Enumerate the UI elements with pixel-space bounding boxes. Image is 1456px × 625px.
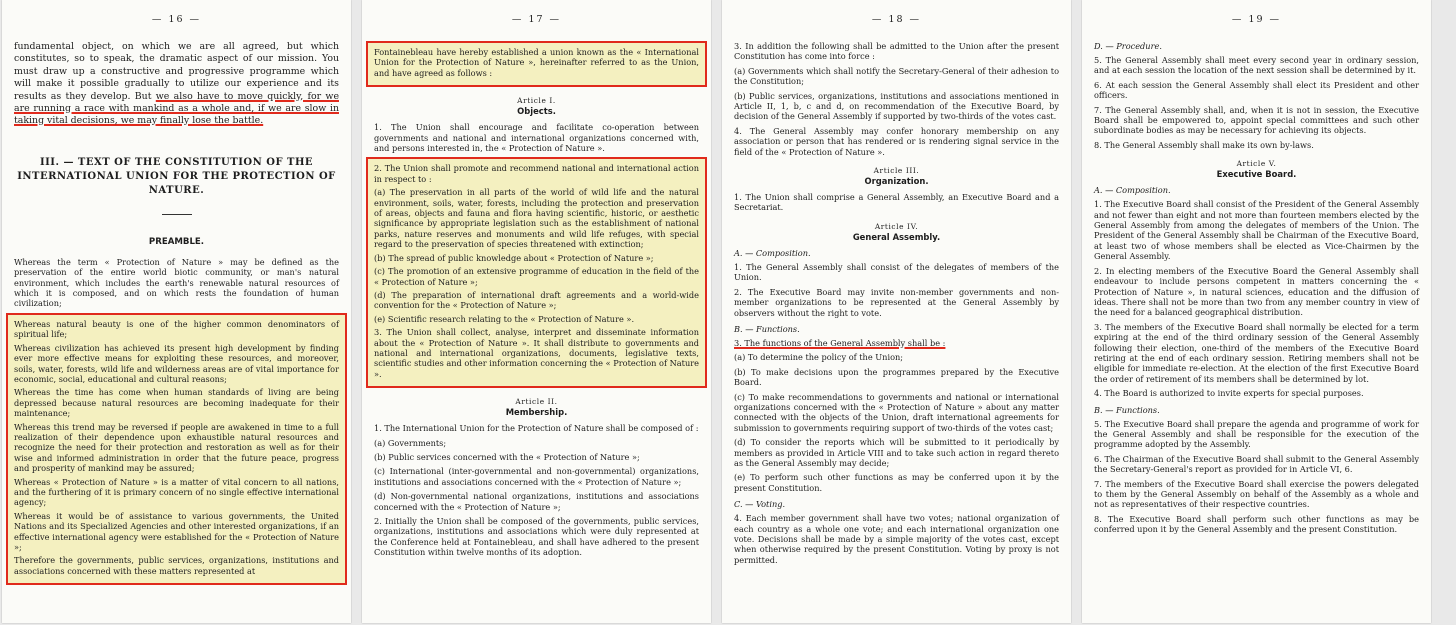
article-clause: 3. In addition the following shall be admitted to the Union after the present Constitution has come into force : (734, 41, 1059, 62)
article-subclause: (a) Governments which shall notify the Secretary-General of their adhesion to the Constitution; (734, 65, 1059, 87)
whereas-paragraph: Whereas natural beauty is one of the higher common denominators of spiritual life; (14, 318, 339, 340)
article-clause: 5. The Executive Board shall prepare the agenda and programme of work for the General Assembly and shall be responsible for the execution of the programme adopted by the Assembly. (1094, 418, 1419, 450)
subsection-heading: D. — Procedure. (1094, 41, 1162, 51)
article-clause: 6. At each session the General Assembly shall elect its President and other officers. (1094, 79, 1419, 101)
article-subclause: (c) The promotion of an extensive programme of education in the field of the « Protection of Nature »; (374, 266, 699, 287)
article-clause: 1. The General Assembly shall consist of the delegates of members of the Union. (734, 261, 1059, 283)
article-title: Objects. (517, 106, 556, 117)
article-clause: 4. The Board is authorized to invite experts for special purposes. (1094, 388, 1364, 399)
article-heading: Article IV. (874, 221, 919, 231)
article-clause: 8. The Executive Board shall perform such other functions as may be conferred upon it by the General Assembly and the present Constitution. (1094, 513, 1419, 535)
article-heading: Article I. (517, 96, 556, 106)
whereas-paragraph: Whereas the time has come when human standards of living are being depressed because natural resources are becoming inadequate for their maintenance; (14, 387, 339, 419)
article-heading: Article V. (1236, 159, 1277, 169)
whereas-paragraph: Whereas this trend may be reversed if people are awakened in time to a full realization of their dependence upon exhaustible natural resources and recognize the need for their protection and restoration as well as for their wise and informed administration in order that the future peace, progress and prosperity of mankind may be assured; (14, 421, 339, 474)
article-subclause: (d) The preparation of international draft agreements and a world-wide convention for the « Protection of Nature »; (374, 289, 699, 311)
article-clause: 5. The General Assembly shall meet every second year in ordinary session, and at each session the location of the next session shall be determined by it. (1094, 55, 1419, 76)
page-number: — 17 — (511, 14, 562, 25)
whereas-paragraph: Whereas it would be of assistance to various governments, the United Nations and its Specialized Agencies and other interested organizations, if an effective international agency were established for the « Protection of Nature »; (14, 510, 339, 552)
article-clause: 8. The General Assembly shall make its own by-laws. (1094, 139, 1314, 150)
article-clause: 1. The Union shall encourage and facilitate co-operation between governments and national and international organizations concerned with, and persons interested in, the « Protection of Nature ». (374, 122, 699, 154)
article-clause: 3. The members of the Executive Board shall normally be elected for a term expiring at the end of the third ordinary session of the General Assembly following their election, one-third of the members of the Executive Board retiring at the end of each ordinary session. Retiring members shall not be eligible for immediate re-election. At the election of the first Executive Board the order of retirement of its members shall be determined by lot. (1094, 321, 1419, 384)
article-subclause: (e) To perform such other functions as may be conferred upon it by the present Constitution. (734, 472, 1059, 493)
divider (162, 214, 192, 215)
article-subclause: (e) Scientific research relating to the « Protection of Nature ». (374, 313, 635, 324)
article-clause: 7. The General Assembly shall, and, when it is not in session, the Executive Board shall be empowered to, appoint special committees and such other subordinate bodies as may be necessary for achieving its objects. (1094, 104, 1419, 136)
highlighted-block (6, 313, 347, 585)
article-clause: 7. The members of the Executive Board shall exercise the powers delegated to them by the General Assembly on behalf of the Assembly as a whole and not as representatives of their respective countries. (1094, 478, 1419, 510)
preamble-heading: PREAMBLE. (148, 236, 205, 247)
article-clause: 1. The Executive Board shall consist of the President of the General Assembly and not fewer than eight and not more than fourteen members elected by the General Assembly from among the delegates of members of the Union. The President of the General Assembly shall be Chairman of the Executive Board, at least two of whose members shall be elected as Vice-Chairmen by the General Assembly. (1094, 199, 1419, 262)
article-subclause: (b) Public services concerned with the « Protection of Nature »; (374, 451, 640, 462)
subsection-heading: B. — Functions. (1094, 404, 1160, 415)
section-title: III. — TEXT OF THE CONSTITUTION OF THE INTERNATIONAL UNION FOR THE PROTECTION OF NATURE. (17, 156, 336, 196)
subsection-heading: A. — Composition. (734, 247, 811, 258)
article-clause: 4. Each member government shall have two votes; national organization of each country as a whole one vote; and each international organization one vote. Decisions shall be made by a simple majority of the votes cast, except when otherwise required by the present Constitution. Voting by proxy is not permitted. (734, 513, 1059, 565)
article-subclause: (b) The spread of public knowledge about « Protection of Nature »; (374, 252, 654, 263)
page-number: — 16 — (151, 14, 202, 25)
article-clause: 6. The Chairman of the Executive Board shall submit to the General Assembly the Secretary-General's report as provided for in Article VI, 6. (1094, 453, 1419, 475)
article-subclause: (a) Governments; (374, 437, 447, 448)
article-heading: Article II. (515, 397, 558, 407)
article-clause: 3. The Union shall collect, analyse, interpret and disseminate information about the « Protection of Nature ». It shall distribute to governments and national and international organizations, documents, legislative texts, scientific studies and other information concerning the « Protection of Nature ». (374, 327, 699, 379)
whereas-paragraph: Whereas the term « Protection of Nature » may be defined as the preservation of the entire world biotic community, or man's natural environment, which includes the earth's renewable natural resources of which it is composed, and on which rests the foundation of human civilization; (14, 256, 339, 309)
article-subclause: (c) International (inter-governmental and non-governmental) organizations, institutions and associations concerned with the « Protection of Nature »; (374, 466, 699, 487)
whereas-paragraph: Whereas « Protection of Nature » is a matter of vital concern to all nations, and the furthering of it is primary concern of no single effective international agency; (14, 476, 339, 508)
article-clause: 2. In electing members of the Executive Board the General Assembly shall endeavour to include persons competent in matters concerning the « Protection of Nature », in natural sciences, education and the diffusion of ideas. There shall not be more than two from any member country in view of the need for a balanced geographical distribution. (1094, 265, 1419, 318)
article-clause: 1. The Union shall comprise a General Assembly, an Executive Board and a Secretariat. (734, 192, 1059, 213)
article-title: Membership. (505, 407, 568, 418)
underlined-passage: we also have to move quickly, for we are running a race with mankind as a whole and, if we are slow in taking vital decisions, we may finally lose the battle. (14, 90, 339, 127)
opening-paragraph: Fontainebleau have hereby established a union known as the « International Union for the Protection of Nature », hereinafter referred to as the Union, and have agreed as follows : (374, 47, 699, 78)
intro-paragraph: fundamental object, on which we are all agreed, but which constitutes, so to speak, the dramatic aspect of our mission. You must draw up a constructive and progressive programme which will make it possible gradually to utilize our experience and its results as they develop. But we also have to move quickly, for we are running a race with mankind as a whole and, if we are slow in taking vital decisions, we may finally lose the battle. (14, 41, 339, 127)
subsection-heading: C. — Voting. (734, 499, 786, 510)
article-clause: 1. The International Union for the Protection of Nature shall be composed of : (374, 423, 699, 434)
page-19 (1082, 0, 1431, 623)
article-clause: 3. The functions of the General Assembly shall be : (734, 337, 946, 348)
page-number: — 18 — (871, 14, 922, 25)
article-clause: 2. The Executive Board may invite non-member governments and non-member organizations to be represented at the General Assembly by observers without the right to vote. (734, 286, 1059, 318)
article-subclause: (a) To determine the policy of the Union; (734, 352, 904, 363)
article-subclause: (b) Public services, organizations, institutions and associations mentioned in Article II, 1, b, c and d, on recommendation of the Executive Board, by decision of the General Assembly if supported by two-thirds of the votes cast. (734, 90, 1059, 122)
subsection-heading: A. — Composition. (1094, 185, 1171, 196)
page-18 (722, 0, 1071, 623)
article-clause: 2. Initially the Union shall be composed of the governments, public services, organizations, institutions and associations which were duly represented at the Conference held at Fontainebleau, and shall have adhered to the present Constitution within twelve months of its adoption. (374, 516, 699, 558)
subsection-heading: B. — Functions. (734, 323, 800, 334)
highlighted-block (366, 41, 707, 87)
article-clause: 4. The General Assembly may confer honorary membership on any association or person that has rendered or is rendering signal service in the field of the « Protection of Nature ». (734, 125, 1059, 157)
article-heading: Article III. (873, 166, 920, 176)
highlighted-block (366, 157, 707, 388)
therefore-paragraph: Therefore the governments, public services, organizations, institutions and associations concerned with these matters represented at (14, 555, 339, 576)
article-title: Organization. (864, 176, 929, 187)
page-16 (2, 0, 351, 623)
article-clause: 2. The Union shall promote and recommend national and international action in respect to : (374, 163, 699, 184)
article-subclause: (d) Non-governmental national organizations, institutions and associations concerned with the « Protection of Nature »; (374, 491, 699, 512)
whereas-paragraph: Whereas civilization has achieved its present high development by finding ever more effective means for exploiting these resources, and moreover, soils, water, forests, wild life and wilderness areas are of vital importance for economic, social, educational and cultural reasons; (14, 342, 339, 384)
article-subclause: (b) To make decisions upon the programmes prepared by the Executive Board. (734, 366, 1059, 388)
article-subclause: (a) The preservation in all parts of the world of wild life and the natural environment, soils, water, forests, including the protection and preservation of areas, objects and fauna and flora having scientific, historic, or aesthetic significance by appropriate legislation such as the establishment of national parks, nature reserves and monuments and wild life refuges, with special regard to the preservation of species threatened with extinction; (374, 187, 699, 250)
article-subclause: (c) To make recommendations to governments and national or international organizations concerned with the « Protection of Nature » about any matter connected with the objects of the Union, draft international agreements for submission to governments requiring support of two-thirds of the votes cast; (734, 391, 1059, 433)
page-17 (362, 0, 711, 623)
article-subclause: (d) To consider the reports which will be submitted to it periodically by members as provided in Article VIII and to take such action in regard thereto as the General Assembly may decide; (734, 437, 1059, 468)
article-title: Executive Board. (1216, 169, 1297, 180)
article-title: General Assembly. (852, 231, 941, 242)
page-number: — 19 — (1231, 14, 1282, 25)
